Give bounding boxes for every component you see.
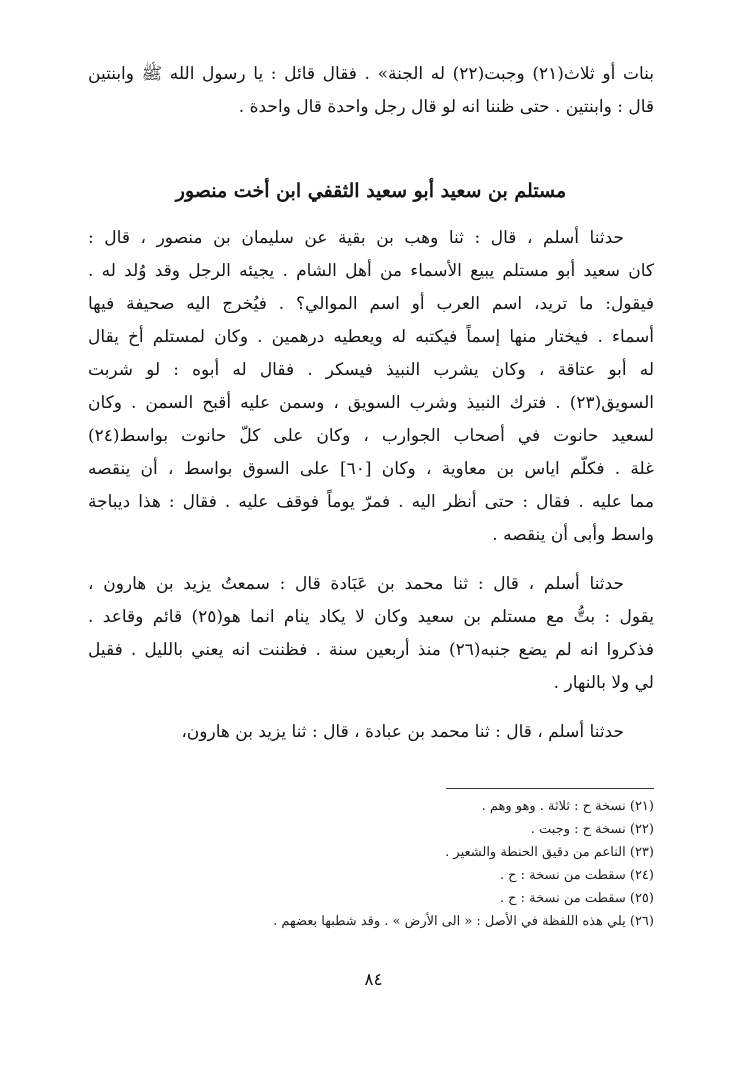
text-line: حدثنا أسلم ، قال : ثنا محمد بن عَبَادة قال : سمعتُ يزيد بن هارون ، (88, 574, 624, 594)
text-line: له أبو عتاقة ، وكان يشرب النبيذ فيسكر . فقال له أبوه : لو شربت (88, 360, 654, 380)
footnote-divider (446, 788, 654, 789)
text-line: السويق(٢٣) . فترك النبيذ وشرب السويق ، وسمن عليه أقبح السمن . وكان (88, 393, 654, 413)
text-line: يقول : بتُّ مع مستلم بن سعيد وكان لا يكاد ينام انما هو(٢٥) قائم وقاعد . (88, 607, 654, 627)
text-line: كان سعيد أبو مستلم يبيع الأسماء من أهل الشام . يجيئه الرجل وقد وُلد له . (88, 261, 654, 281)
text-line: مما عليه . فقال : حتى أنظر اليه . فمرّ يوماً فوقف عليه . فقال : هذا ديباجة (88, 492, 654, 512)
top-paragraph (88, 58, 654, 124)
footnotes (250, 795, 654, 933)
footnote: (٢٢) نسخة ح : وجبت . (530, 822, 654, 837)
text-line: بنات أو ثلاث(٢١) وجبت(٢٢) له الجنة» . فقال قائل : يا رسول الله ﷺ وابنتين (88, 64, 654, 84)
section-title: مستلم بن سعيد أبو سعيد الثقفي ابن أخت منصور (175, 180, 567, 202)
paragraph-1 (88, 222, 654, 552)
footnote: (٢٣) الناعم من دقيق الحنطة والشعير . (445, 845, 654, 860)
text-line: حدثنا أسلم ، قال : ثنا وهب بن بقية عن سليمان بن منصور ، قال : (88, 228, 624, 248)
footnote: (٢٥) سقطت من نسخة : ح . (499, 891, 654, 906)
text-line: واسط وأبى أن ينقصه . (492, 525, 654, 545)
text-line: قال : وابنتين . حتى ظننا انه لو قال رجل واحدة قال واحدة . (238, 97, 654, 117)
text-line: لسعيد حانوت في أصحاب الجوارب ، وكان على كلّ حانوت بواسط(٢٤) (88, 426, 654, 446)
text-line: غلة . فكلّم اياس بن معاوية ، وكان [٦٠] على السوق بواسط ، أن ينقصه (88, 459, 654, 479)
page-number: ٨٤ (364, 970, 383, 990)
text-line: فيقول: ما تريد، اسم العرب أو اسم الموالي؟ . فيُخرج اليه صحيفة فيها (88, 294, 654, 314)
paragraph-3 (88, 716, 654, 749)
text-line: أسماء . فيختار منها إسماً فيكتبه له ويعطيه درهمين . وكان لمستلم أخ يقال (88, 327, 654, 347)
footnote: (٢٦) يلي هذه اللفظة في الأصل : « الى الأرض » . وقد شطبها بعضهم . (273, 914, 654, 929)
footnote: (٢٤) سقطت من نسخة : ح . (499, 868, 654, 883)
text-line: لي ولا بالنهار . (553, 673, 654, 693)
paragraph-2 (88, 568, 654, 700)
text-line: حدثنا أسلم ، قال : ثنا محمد بن عبادة ، قال : ثنا يزيد بن هارون، (181, 722, 624, 742)
text-line: فذكروا انه لم يضع جنبه(٢٦) منذ أربعين سنة . فظننت انه يعني بالليل . فقيل (88, 640, 654, 660)
footnote: (٢١) نسخة ح : ثلاثة . وهو وهم . (481, 799, 654, 814)
